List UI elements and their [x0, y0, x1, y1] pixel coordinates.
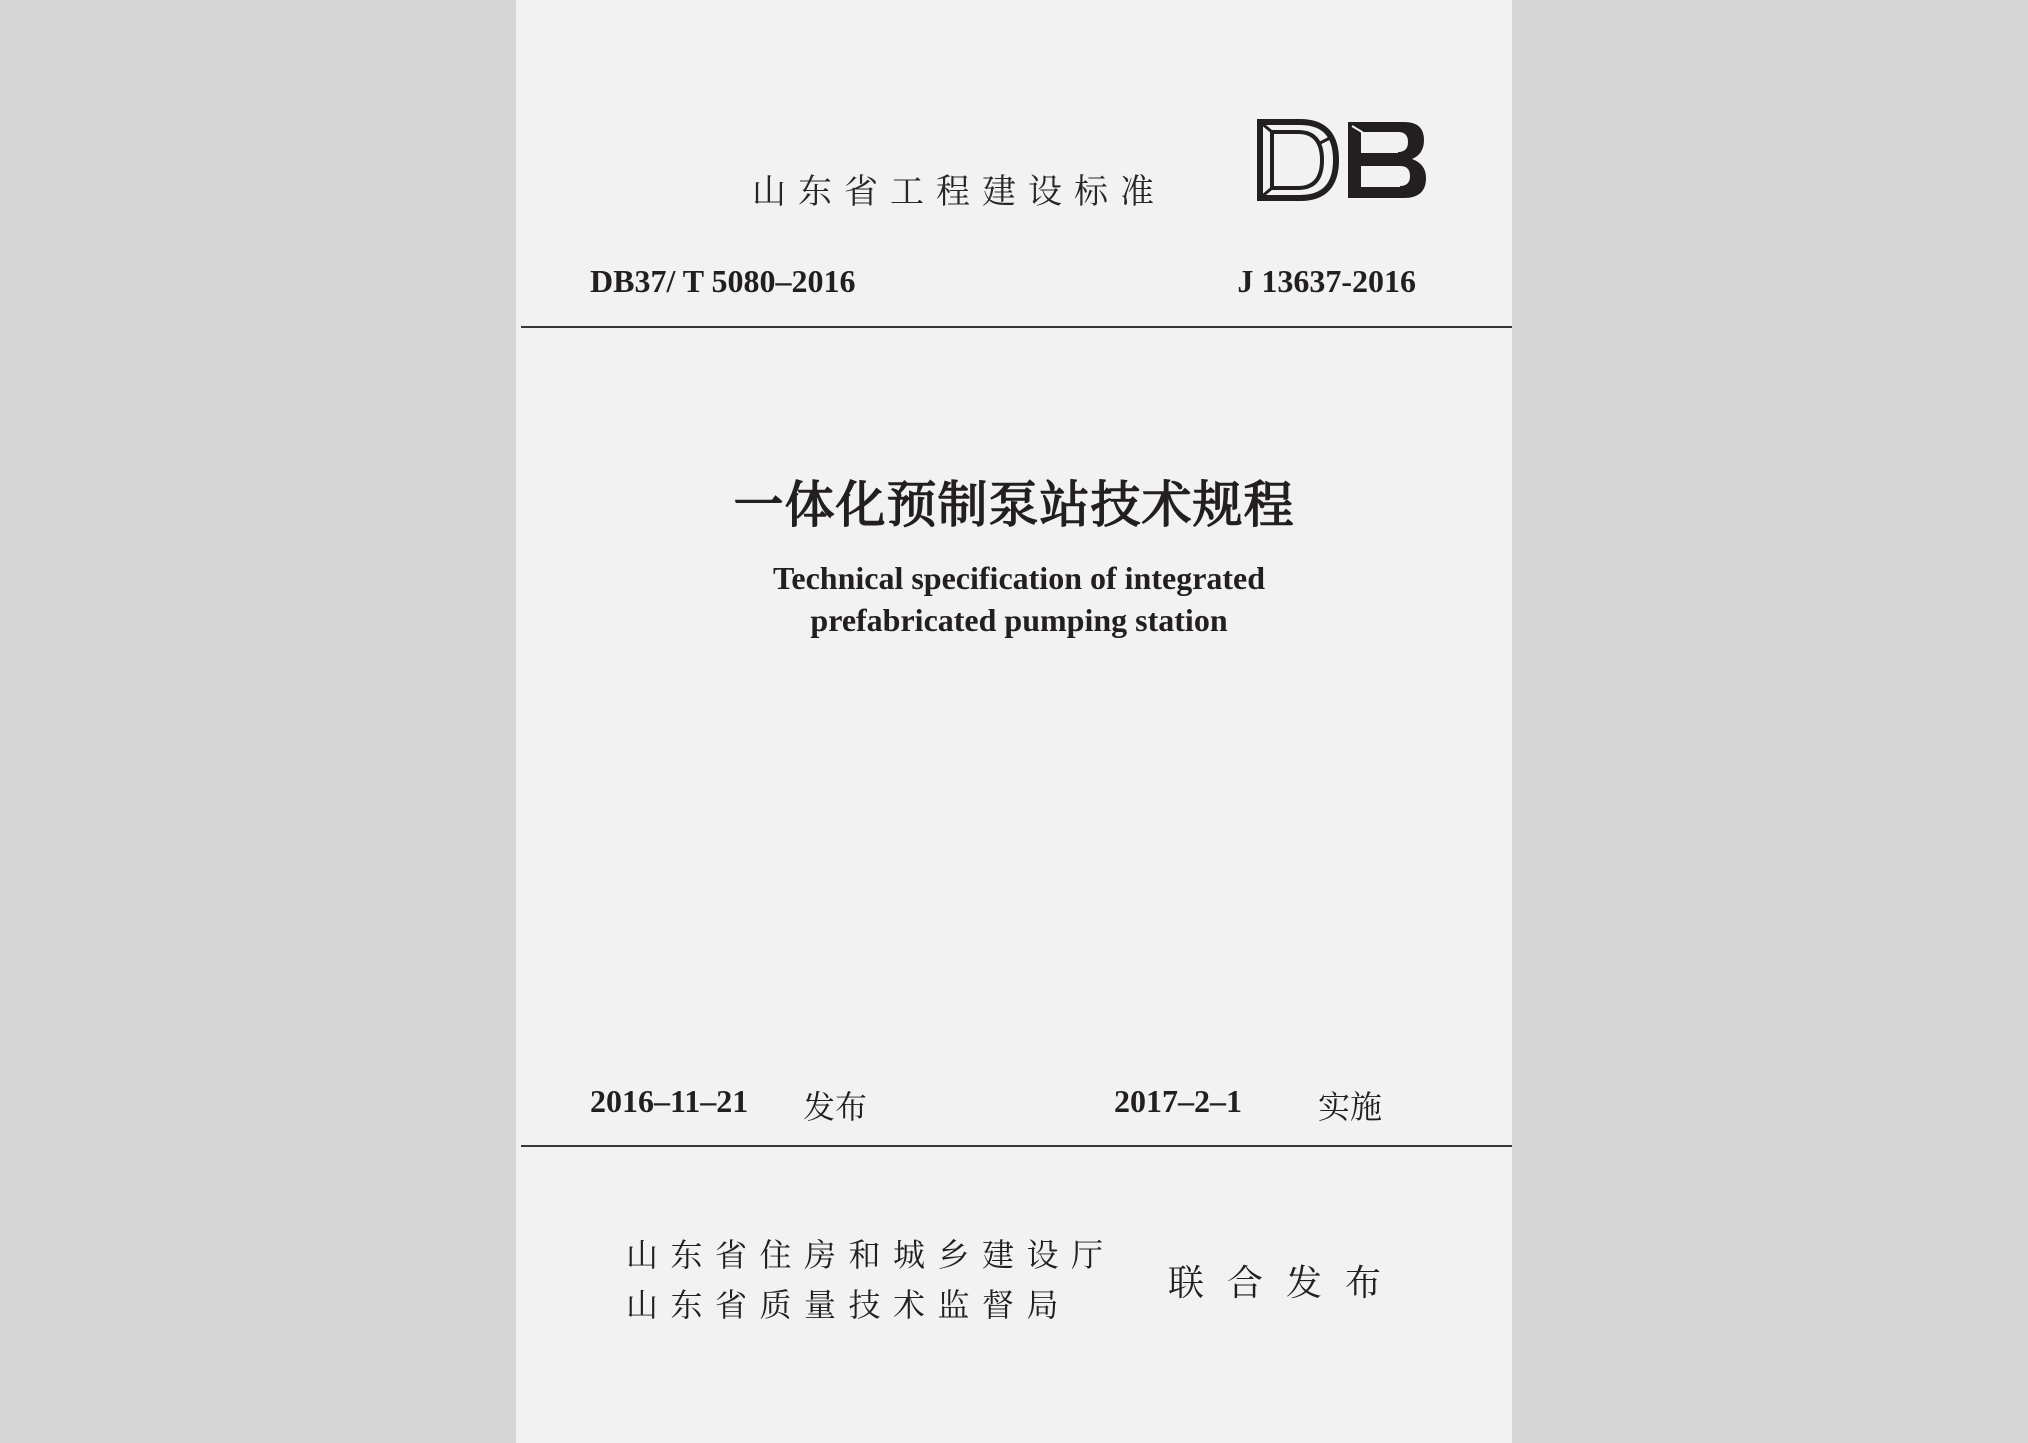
db-logo-icon: [1256, 118, 1428, 202]
issuer-quality-bureau: 山东省质量技术监督局: [626, 1286, 1072, 1324]
issuer-housing-department: 山东省住房和城乡建设厅: [626, 1236, 1116, 1274]
record-number: J 13637-2016: [1237, 263, 1416, 299]
db-logo-text: DB: [1256, 118, 1258, 119]
standard-series-title: 山东省工程建设标准: [752, 172, 1166, 212]
issue-date: 2016–11–21: [590, 1083, 749, 1119]
title-chinese: 一体化预制泵站技术规程: [733, 475, 1295, 534]
cover-page: [516, 0, 1512, 1443]
effective-date: 2017–2–1: [1114, 1083, 1242, 1119]
issue-label: 发布: [803, 1088, 868, 1126]
joint-issue-label: 联合发布: [1168, 1263, 1405, 1304]
title-english-line-1: Technical specification of integrated: [772, 560, 1266, 596]
effective-label: 实施: [1318, 1088, 1383, 1126]
title-english-line-2: prefabricated pumping station: [810, 602, 1228, 638]
bottom-divider: [521, 1145, 1512, 1147]
top-divider: [521, 326, 1512, 328]
standard-code: DB37/ T 5080–2016: [590, 263, 856, 299]
